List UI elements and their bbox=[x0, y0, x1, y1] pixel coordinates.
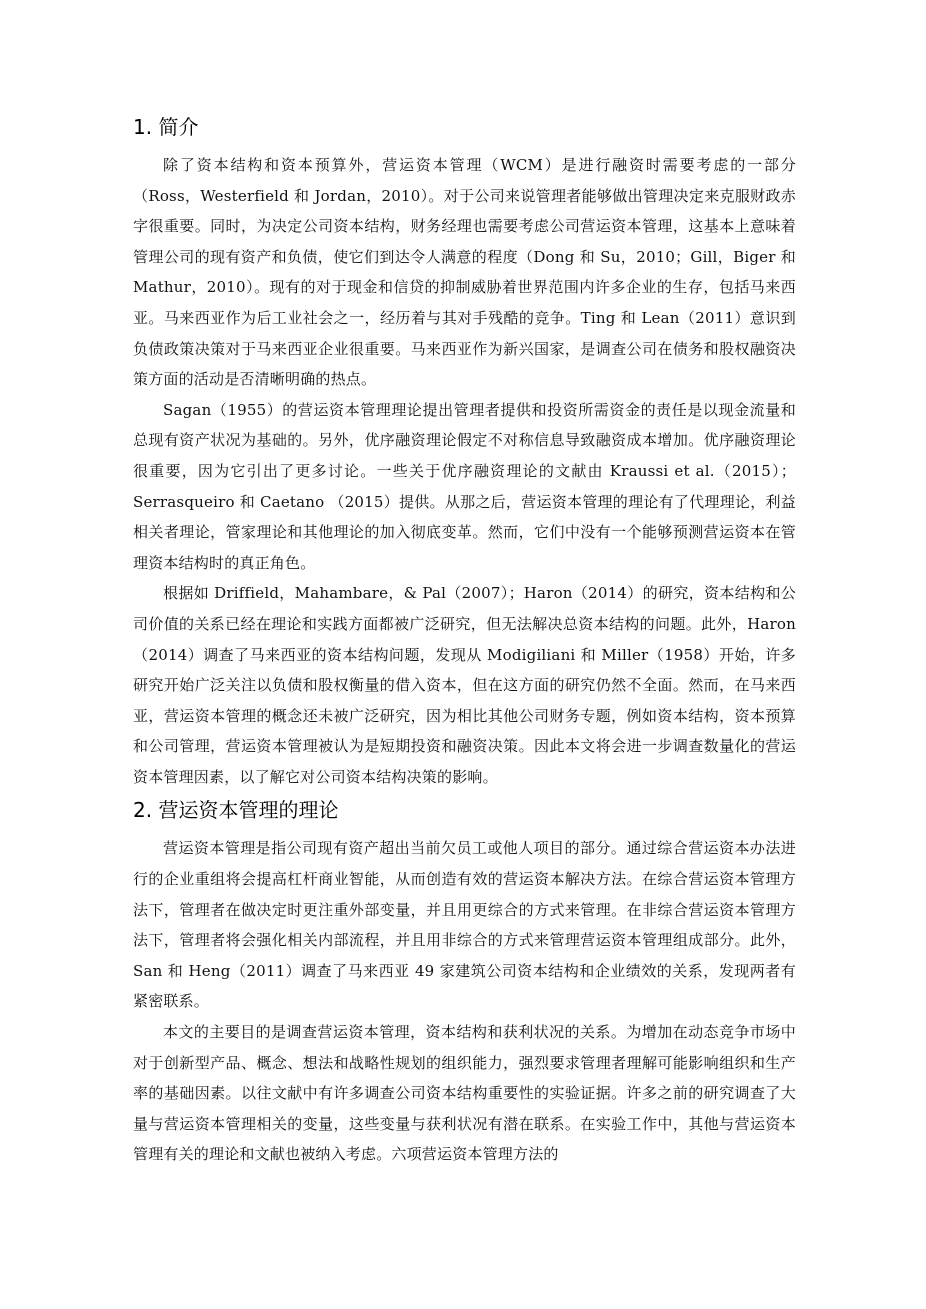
paragraph: 本文的主要目的是调查营运资本管理，资本结构和获利状况的关系。为增加在动态竞争市场中对于创新型产品、概念、想法和战略性规划的组织能力，强烈要求管理者理解可能影响组织和生产率的基础因素。以往文献中有许多调查公司资本结构重要性的实验证据。许多之前的研究调查了大量与营运资本管理相关的变量，这些变量与获利状况有潜在联系。在实验工作中，其他与营运资本管理有关的理论和文献也被纳入考虑。六项营运资本管理方法的 bbox=[133, 1023, 796, 1164]
paragraph: 营运资本管理是指公司现有资产超出当前欠员工或他人项目的部分。通过综合营运资本办法进行的企业重组将会提高杠杆商业智能，从而创造有效的营运资本解决方法。在综合营运资本管理方法下，管理者在做决定时更注重外部变量，并且用更综合的方式来管理。在非综合营运资本管理方法下，管理者将会强化相关内部流程，并且用非综合的方式来管理营运资本管理组成部分。此外，San 和 Heng（2011）调查了马来西亚 49 家建筑公司资本结构和企业绩效的关系，发现两者有紧密联系。 bbox=[133, 839, 796, 1011]
paragraph: 除了资本结构和资本预算外，营运资本管理（WCM）是进行融资时需要考虑的一部分（Ross，Westerfield 和 Jordan，2010）。对于公司来说管理者能够做出管理决定来克服财政赤字很重要。同时，为决定公司资本结构，财务经理也需要考虑公司营运资本管理，这基本上意味着管理公司的现有资产和负债，使它们到达令人满意的程度（Dong 和 Su，2010；Gill，Biger 和 Mathur，2010）。现有的对于现金和信贷的抑制威胁着世界范围内许多企业的生存，包括马来西亚。马来西亚作为后工业社会之一，经历着与其对手残酷的竞争。Ting 和 Lean（2011）意识到负债政策决策对于马来西亚企业很重要。马来西亚作为新兴国家，是调查公司在债务和股权融资决策方面的活动是否清晰明确的热点。 bbox=[133, 156, 796, 389]
paragraph: 根据如 Driffield，Mahambare，& Pal（2007）；Haron（2014）的研究，资本结构和公司价值的关系已经在理论和实践方面都被广泛研究，但无法解决总资本结构的问题。此外，Haron（2014）调查了马来西亚的资本结构问题，发现从 Modigiliani 和 Miller（1958）开始，许多研究开始广泛关注以负债和股权衡量的借入资本，但在这方面的研究仍然不全面。然而，在马来西亚，营运资本管理的概念还未被广泛研究，因为相比其他公司财务专题，例如资本结构，资本预算和公司管理，营运资本管理被认为是短期投资和融资决策。因此本文将会进一步调查数量化的营运资本管理因素，以了解它对公司资本结构决策的影响。 bbox=[133, 584, 796, 786]
section-heading-wcm-theory: 2. 营运资本管理的理论 bbox=[133, 798, 339, 823]
paragraph: Sagan（1955）的营运资本管理理论提出管理者提供和投资所需资金的责任是以现金流量和总现有资产状况为基础的。另外，优序融资理论假定不对称信息导致融资成本增加。优序融资理论很重要，因为它引出了更多讨论。一些关于优序融资理论的文献由 Kraussi et al.（2015）；Serrasqueiro 和 Caetano （2015）提供。从那之后，营运资本管理的理论有了代理理论，利益相关者理论，管家理论和其他理论的加入彻底变革。然而，它们中没有一个能够预测营运资本在管理资本结构时的真正角色。 bbox=[133, 400, 796, 572]
document-page bbox=[133, 112, 796, 1170]
section-heading-introduction: 1. 简介 bbox=[133, 115, 199, 139]
